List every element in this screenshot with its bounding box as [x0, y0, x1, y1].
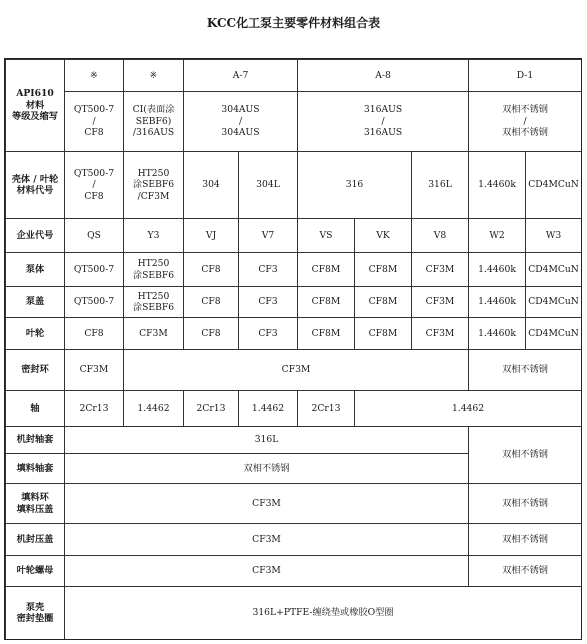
table-cell: HT250 涂SEBF6 — [124, 253, 184, 287]
table-cell: CF3M — [65, 524, 469, 556]
table-cell: 双相不锈钢 — [469, 484, 582, 524]
table-row — [6, 219, 582, 253]
table-row — [6, 484, 582, 524]
table-cell: VJ — [184, 219, 239, 253]
grade-material: CI(表面涂 SEBF6) /316AUS — [124, 92, 184, 152]
material-table — [5, 59, 582, 640]
table-cell: CF8M — [355, 318, 412, 350]
table-cell: CF8 — [184, 287, 239, 318]
table-cell: CF8M — [355, 287, 412, 318]
table-cell: CF3M — [65, 484, 469, 524]
table-cell: CF3 — [239, 253, 298, 287]
row-label: 机封压盖 — [6, 524, 65, 556]
table-cell: CF8 — [184, 253, 239, 287]
table-cell: 1.4462 — [124, 391, 184, 427]
table-cell: CF3M — [412, 287, 469, 318]
table-cell: 1.4460k — [469, 152, 526, 219]
row-label: 泵盖 — [6, 287, 65, 318]
table-cell: 1.4460k — [469, 318, 526, 350]
table-cell: CF8M — [355, 253, 412, 287]
row-label: API610 材料 等级及缩写 — [6, 60, 65, 152]
table-cell: CF3M — [65, 556, 469, 587]
table-cell: 316L — [412, 152, 469, 219]
table-cell: V8 — [412, 219, 469, 253]
table-cell: 双相不锈钢 — [469, 427, 582, 484]
grade-class: A-7 — [184, 60, 298, 92]
row-label: 企业代号 — [6, 219, 65, 253]
table-cell: QT500-7 / CF8 — [65, 152, 124, 219]
row-label: 叶轮螺母 — [6, 556, 65, 587]
page-title: KCC化工泵主要零件材料组合表 — [206, 16, 381, 30]
table-cell: 2Cr13 — [184, 391, 239, 427]
table-row — [6, 556, 582, 587]
row-label: 泵壳 密封垫圈 — [6, 587, 65, 640]
table-cell: QT500-7 — [65, 287, 124, 318]
row-label: 机封轴套 — [6, 427, 65, 454]
table-cell: CF3M — [124, 350, 469, 391]
table-cell: CF3M — [412, 253, 469, 287]
table-cell: 1.4460k — [469, 253, 526, 287]
table-row — [6, 287, 582, 318]
table-cell: 1.4462 — [355, 391, 582, 427]
table-cell: W2 — [469, 219, 526, 253]
row-label: 填料环 填料压盖 — [6, 484, 65, 524]
table-cell: 1.4462 — [239, 391, 298, 427]
table-cell: 304L — [239, 152, 298, 219]
table-cell: Y3 — [124, 219, 184, 253]
grade-class: A-8 — [298, 60, 469, 92]
table-cell: CF3M — [124, 318, 184, 350]
table-cell: 304 — [184, 152, 239, 219]
table-cell: 双相不锈钢 — [469, 350, 582, 391]
table-cell: CF8 — [184, 318, 239, 350]
row-label: 轴 — [6, 391, 65, 427]
table-cell: CF8M — [298, 318, 355, 350]
table-row — [6, 60, 582, 92]
grade-material: 316AUS / 316AUS — [298, 92, 469, 152]
table-cell: CF3 — [239, 287, 298, 318]
grade-material: 304AUS / 304AUS — [184, 92, 298, 152]
grade-material: 双相不锈钢 / 双相不锈钢 — [469, 92, 582, 152]
table-cell: QS — [65, 219, 124, 253]
table-cell: 316 — [298, 152, 412, 219]
row-label: 密封环 — [6, 350, 65, 391]
table-cell: 2Cr13 — [298, 391, 355, 427]
row-label: 填料轴套 — [6, 454, 65, 484]
table-cell: VS — [298, 219, 355, 253]
table-cell: CD4MCuN — [526, 287, 582, 318]
table-cell: 双相不锈钢 — [469, 524, 582, 556]
row-label: 泵体 — [6, 253, 65, 287]
grade-class: D-1 — [469, 60, 582, 92]
table-row — [6, 253, 582, 287]
table-cell: VK — [355, 219, 412, 253]
table-cell: W3 — [526, 219, 582, 253]
table-cell: 316L+PTFE-缠绕垫或橡胶O型圈 — [65, 587, 582, 640]
table-cell: V7 — [239, 219, 298, 253]
table-cell: CF8 — [65, 318, 124, 350]
table-cell: CD4MCuN — [526, 152, 582, 219]
row-label: 壳体 / 叶轮 材料代号 — [6, 152, 65, 219]
table-cell: CF8M — [298, 287, 355, 318]
table-row — [6, 587, 582, 640]
table-row — [6, 427, 582, 454]
table-cell: 2Cr13 — [65, 391, 124, 427]
table-cell: 双相不锈钢 — [65, 454, 469, 484]
row-label: 叶轮 — [6, 318, 65, 350]
grade-mark: ※ — [65, 60, 124, 92]
table-row — [6, 318, 582, 350]
table-cell: 316L — [65, 427, 469, 454]
table-cell: CF3M — [65, 350, 124, 391]
table-cell: CF8M — [298, 253, 355, 287]
table-cell: CD4MCuN — [526, 253, 582, 287]
table-cell: CF3 — [239, 318, 298, 350]
table-cell: HT250 涂SEBF6 — [124, 287, 184, 318]
table-row — [6, 152, 582, 219]
table-row — [6, 391, 582, 427]
table-row — [6, 350, 582, 391]
table-cell: 1.4460k — [469, 287, 526, 318]
grade-mark: ※ — [124, 60, 184, 92]
table-cell: HT250 涂SEBF6 /CF3M — [124, 152, 184, 219]
table-cell: 双相不锈钢 — [469, 556, 582, 587]
table-cell: CF3M — [412, 318, 469, 350]
table-cell: QT500-7 — [65, 253, 124, 287]
grade-material: QT500-7 / CF8 — [65, 92, 124, 152]
table-cell: CD4MCuN — [526, 318, 582, 350]
table-row — [6, 92, 582, 152]
table-row — [6, 524, 582, 556]
